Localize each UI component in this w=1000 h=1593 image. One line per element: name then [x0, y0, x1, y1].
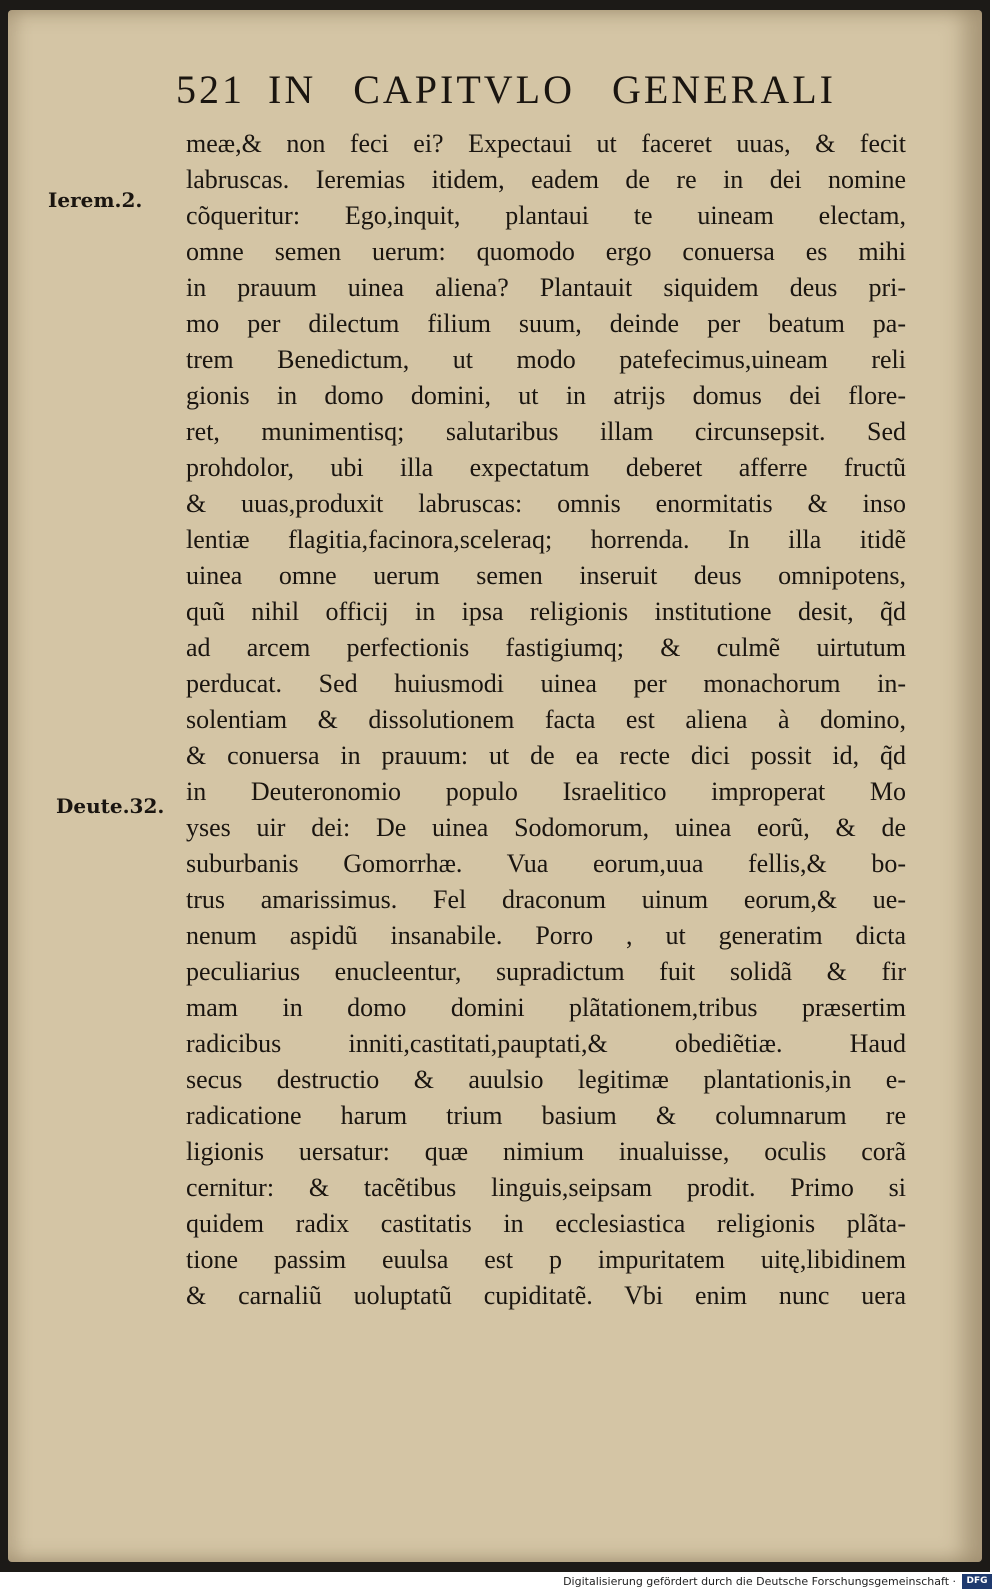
footer-bar: [0, 1572, 1000, 1593]
text-line: lentiæ flagitia,facinora,sceleraq; horrenda. In illa itidẽ: [186, 525, 906, 554]
text-line: radicibus inniti,castitati,pauptati,& obediẽtiæ. Haud: [186, 1029, 906, 1058]
text-line: trus amarissimus. Fel draconum uinum eorum,& ue-: [186, 885, 906, 914]
text-line: quũ nihil officij in ipsa religionis institutione desit, q̃d: [186, 597, 906, 626]
text-line: mo per dilectum filium suum, deinde per beatum pa-: [186, 309, 906, 338]
dfg-logo: DFG: [962, 1574, 992, 1589]
margin-note-deuteronomy: Deute.32.: [56, 794, 165, 818]
text-line: in Deuteronomio populo Israelitico improperat Mo: [186, 777, 906, 806]
text-line: tione passim euulsa est p impuritatem uitę,libidinem: [186, 1245, 906, 1274]
text-line: nenum aspidũ insanabile. Porro , ut generatim dicta: [186, 921, 906, 950]
text-line: uinea omne uerum semen inseruit deus omnipotens,: [186, 561, 906, 590]
footer-credit: Digitalisierung gefördert durch die Deutsche Forschungsgemeinschaft ·: [563, 1575, 956, 1588]
text-line: suburbanis Gomorrhæ. Vua eorum,uua fellis,& bo-: [186, 849, 906, 878]
text-line: solentiam & dissolutionem facta est aliena à domino,: [186, 705, 906, 734]
text-line: ret, munimentisq; salutaribus illam circunsepsit. Sed: [186, 417, 906, 446]
text-line: meæ,& non feci ei? Expectaui ut faceret uuas, & fecit: [186, 129, 906, 158]
body-text: [186, 126, 906, 1314]
page-number: 521: [176, 67, 245, 112]
running-head: IN CAPITVLO GENERALI: [268, 67, 836, 112]
page-header: [176, 66, 876, 118]
text-line: in prauum uinea aliena? Plantauit siquidem deus pri-: [186, 273, 906, 302]
text-line: omne semen uerum: quomodo ergo conuersa es mihi: [186, 237, 906, 266]
text-line: perducat. Sed huiusmodi uinea per monachorum in-: [186, 669, 906, 698]
text-line: secus destructio & auulsio legitimæ plantationis,in e-: [186, 1065, 906, 1094]
text-line: quidem radix castitatis in ecclesiastica religionis plãta-: [186, 1209, 906, 1238]
text-line: mam in domo domini plãtationem,tribus præsertim: [186, 993, 906, 1022]
text-line: ligionis uersatur: quæ nimium inualuisse, oculis corã: [186, 1137, 906, 1166]
text-line: gionis in domo domini, ut in atrijs domus dei flore-: [186, 381, 906, 410]
text-line: & carnaliũ uoluptatũ cupiditatẽ. Vbi enim nunc uera: [186, 1281, 906, 1310]
text-line: radicatione harum trium basium & columnarum re: [186, 1101, 906, 1130]
text-line: & conuersa in prauum: ut de ea recte dici possit id, q̃d: [186, 741, 906, 770]
text-line: yses uir dei: De uinea Sodomorum, uinea eorũ, & de: [186, 813, 906, 842]
text-line: prohdolor, ubi illa expectatum deberet afferre fructũ: [186, 453, 906, 482]
text-line: cõqueritur: Ego,inquit, plantaui te uineam electam,: [186, 201, 906, 230]
text-line: & uuas,produxit labruscas: omnis enormitatis & inso: [186, 489, 906, 518]
text-line: ad arcem perfectionis fastigiumq; & culmẽ uirtutum: [186, 633, 906, 662]
text-line: peculiarius enucleentur, supradictum fuit solidã & fir: [186, 957, 906, 986]
margin-note-jeremiah: Ierem.2.: [48, 188, 143, 212]
text-line: labruscas. Ieremias itidem, eadem de re in dei nomine: [186, 165, 906, 194]
text-line: trem Benedictum, ut modo patefecimus,uineam reli: [186, 345, 906, 374]
text-line: cernitur: & tacẽtibus linguis,seipsam prodit. Primo si: [186, 1173, 906, 1202]
